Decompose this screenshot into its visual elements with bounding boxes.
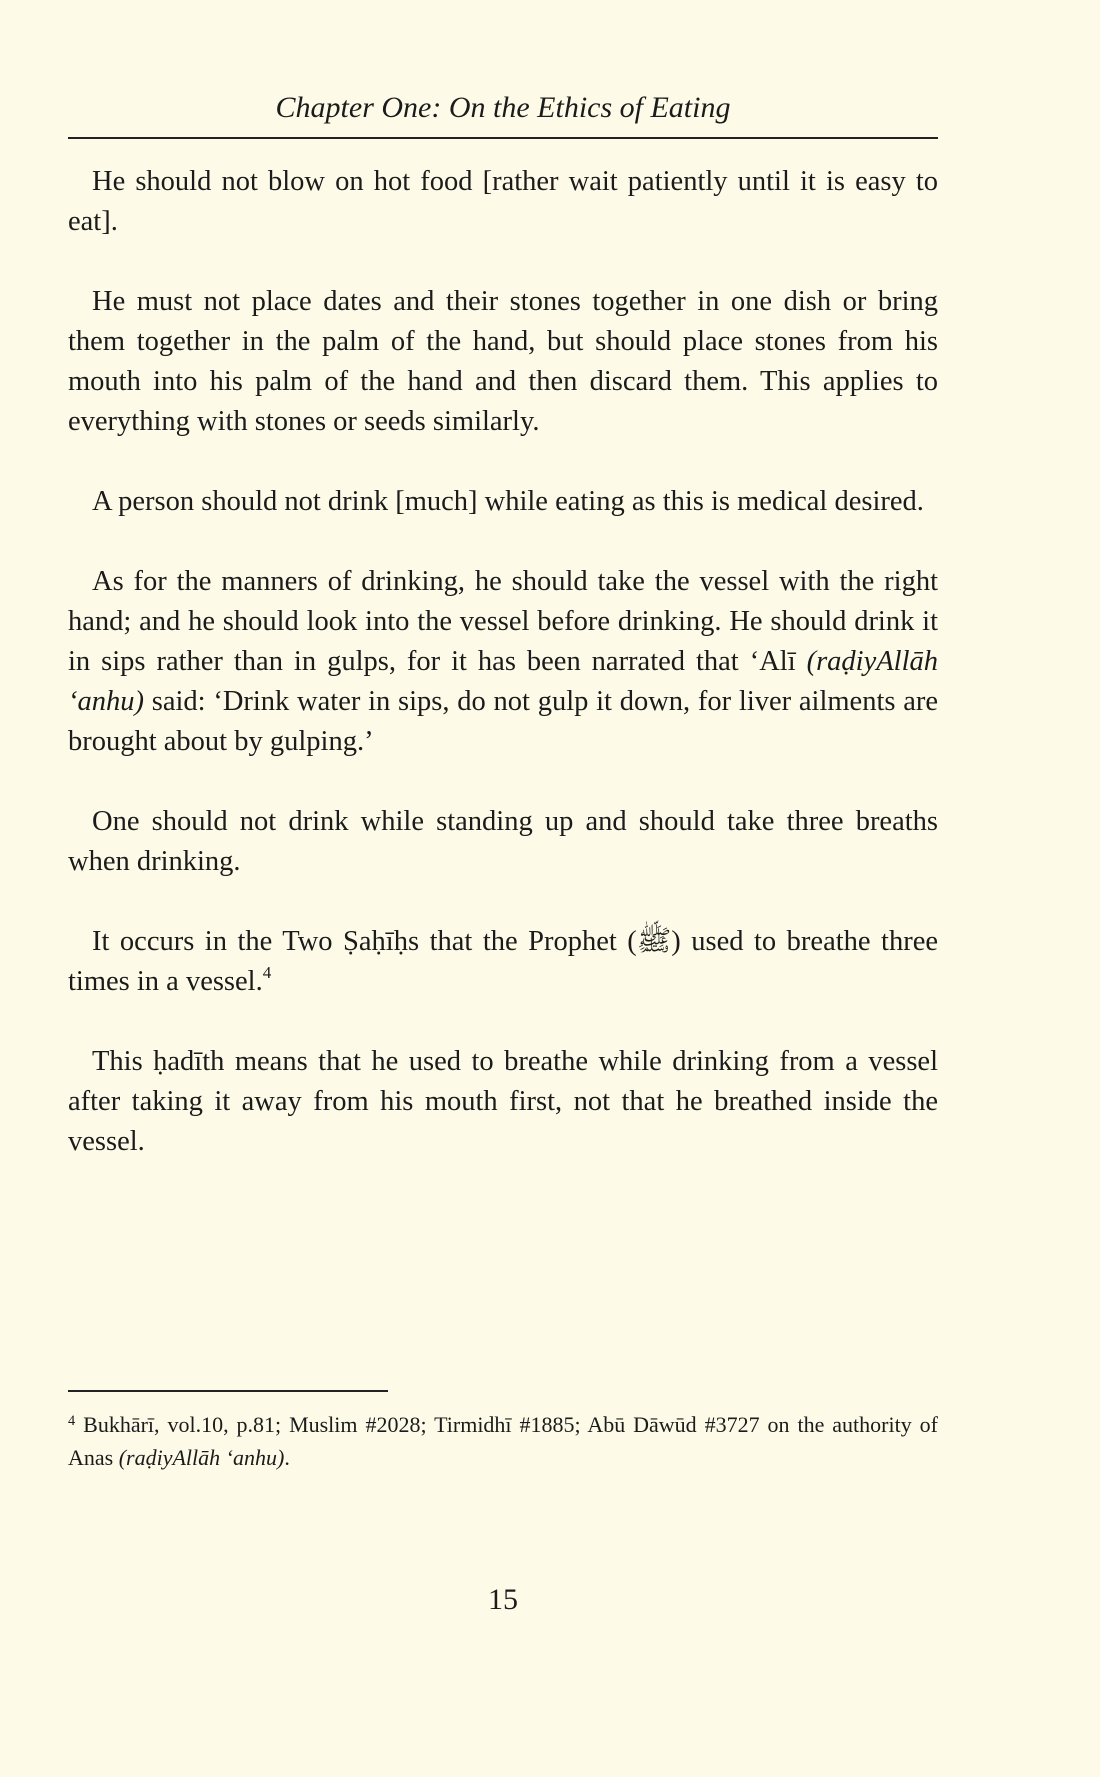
footnote-text-end: . xyxy=(284,1445,290,1470)
header-rule xyxy=(68,137,938,139)
paragraph-dates-and-stones: He must not place dates and their stones together in one dish or bring them together in the palm of the hand, but should place stones from his mouth into his palm of the hand and then discard them. This applies to everything with stones or seeds similarly. xyxy=(68,286,938,437)
running-head: Chapter One: On the Ethics of Eating xyxy=(275,91,731,124)
footnote xyxy=(68,1408,938,1474)
footnote-number: 4 xyxy=(68,1412,76,1429)
book-page xyxy=(68,0,938,1777)
paragraph-manners-of-drinking xyxy=(68,562,938,762)
body-text xyxy=(68,162,938,1162)
page-number: 15 xyxy=(488,1583,518,1616)
paragraph-hadith-meaning: This ḥadīth means that he used to breathe while drinking from a vessel after taking it away from his mouth first, not that he breathed inside the vessel. xyxy=(68,1046,938,1157)
paragraph-standing-drinking: One should not drink while standing up and should take three breaths when drinking. xyxy=(68,806,938,877)
footnote-text: Bukhārī, vol.10, p.81; Muslim #2028; Tirmidhī #1885; Abū Dāwūd #3727 on the authority of Anas xyxy=(68,1412,938,1470)
manners-text-end: said: ‘Drink water in sips, do not gulp it down, for liver ailments are brought about by gulping.’ xyxy=(68,686,938,757)
manners-text-start: As for the manners of drinking, he should take the vessel with the right hand; and he should look into the vessel before drinking. He should drink it in sips rather than in gulps, for it has been narrated that ‘Alī xyxy=(68,566,938,677)
footnote-rule xyxy=(68,1390,388,1392)
honorific: (raḍiyAllāh ‘anhu) xyxy=(68,646,938,717)
two-sahihs-text: It occurs in the Two Ṣaḥīḥs that the Prophet (ﷺ) used to breathe three times in a vessel. xyxy=(68,926,938,997)
paragraph-two-sahihs xyxy=(68,922,938,1002)
footnote-honorific: (raḍiyAllāh ‘anhu) xyxy=(118,1445,285,1470)
footnote-reference: 4 xyxy=(262,963,272,983)
paragraph-drinking-while-eating: A person should not drink [much] while eating as this is medical desired. xyxy=(92,486,924,517)
paragraph-blowing-on-food: He should not blow on hot food [rather wait patiently until it is easy to eat]. xyxy=(68,166,938,237)
